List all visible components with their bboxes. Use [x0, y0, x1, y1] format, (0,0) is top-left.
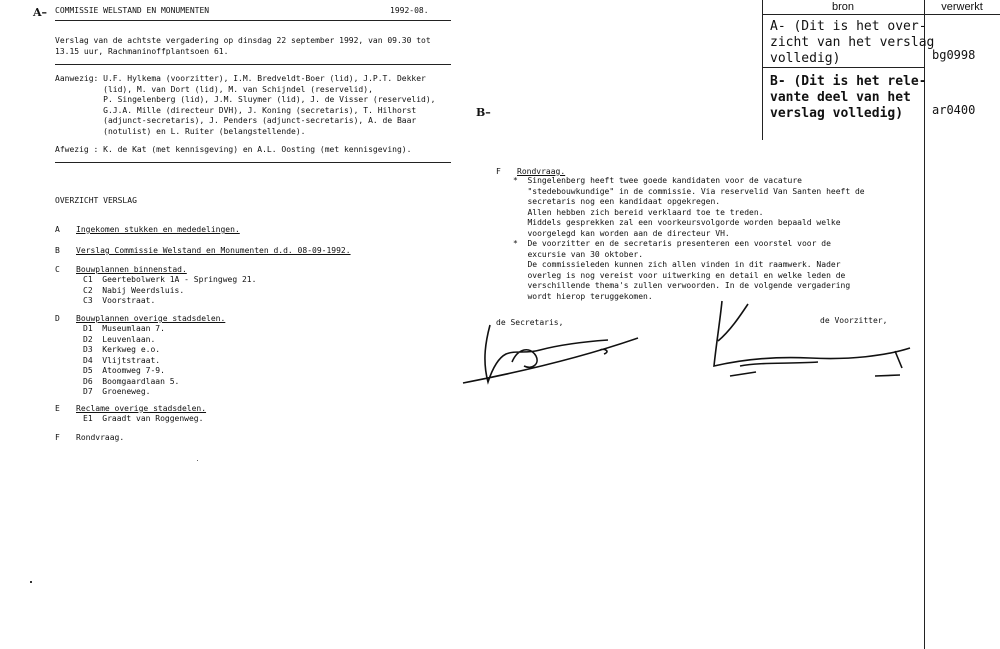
- body-line: * Singelenberg heeft twee goede kandidaten voor de vacature: [513, 176, 802, 185]
- body-line: verschillende thema's zullen verwoorden. In de volgende vergadering: [513, 281, 851, 290]
- note-line: B- (Dit is het rele-: [770, 74, 927, 89]
- item-code: C2: [83, 285, 93, 295]
- note-line: volledig): [770, 51, 841, 66]
- section-title: Bouwplannen binnenstad.: [76, 265, 187, 274]
- note-line: verslag volledig): [770, 106, 904, 121]
- scan-speck: [30, 581, 32, 583]
- row-b-code: ar0400: [932, 103, 976, 117]
- section-items: [83, 275, 256, 307]
- list-item: [83, 345, 179, 356]
- table-border: [762, 67, 924, 68]
- item-text: Groeneweg.: [102, 387, 151, 396]
- attendees-line: P. Singelenberg (lid), J.M. Sluymer (lid), J. de Visser (reservelid),: [55, 95, 436, 104]
- item-code: D6: [83, 376, 93, 386]
- body-line: * De voorzitter en de secretaris presenteren een voorstel voor de: [513, 239, 831, 248]
- list-item: [83, 296, 256, 307]
- item-code: D4: [83, 355, 93, 365]
- item-text: Geertebolwerk 1A - Springweg 21.: [102, 275, 257, 284]
- attendees: [55, 74, 436, 137]
- secretary-label: de Secretaris,: [496, 318, 564, 327]
- item-text: Kerkweg e.o.: [102, 345, 161, 354]
- section-title: Rondvraag.: [76, 433, 125, 442]
- chair-signature: [700, 296, 920, 386]
- item-code: E1: [83, 414, 93, 423]
- item-code: D3: [83, 345, 93, 354]
- item-text: Leuvenlaan.: [102, 334, 156, 344]
- body-line: voorgelegd kan worden aan de directeur VH.: [513, 228, 730, 238]
- attendees-line: Aanwezig: U.F. Hylkema (voorzitter), I.M. Bredveldt-Boer (lid), J.P.T. Dekker: [55, 74, 426, 83]
- body-line: Allen hebben zich bereid verklaard toe te treden.: [513, 207, 764, 217]
- secretary-signature: [460, 320, 660, 390]
- marker-b: B–: [476, 106, 491, 119]
- item-code: C3: [83, 296, 93, 305]
- column-header-verwerkt: verwerkt: [941, 1, 983, 13]
- body-line: overleg is nog vereist voor uitwerking en detail en welke leden de: [513, 270, 846, 280]
- table-border: [762, 0, 763, 140]
- list-item: [83, 324, 179, 335]
- body-line: secretaris nog een kandidaat opgekregen.: [513, 197, 721, 206]
- attendees-line: G.J.A. Mille (directeur DVH), J. Koning (secretaris), T. Hilhorst: [55, 105, 417, 115]
- body-line: Middels gesprekken zal een voorkeursvolgorde worden bepaald welke: [513, 218, 841, 227]
- page-title: COMMISSIE WELSTAND EN MONUMENTEN: [55, 6, 210, 15]
- divider: [55, 162, 451, 163]
- section-title: Rondvraag.: [517, 167, 566, 176]
- item-text: Boomgaardlaan 5.: [102, 376, 180, 386]
- section-letter: E: [55, 404, 60, 413]
- section-letter: B: [55, 246, 60, 255]
- section-items: [83, 414, 203, 425]
- section-letter: F: [55, 433, 60, 442]
- body-line: "stedebouwkundige" in de commissie. Via reservelid Van Santen heeft de: [513, 186, 865, 196]
- list-item: [83, 414, 203, 425]
- section-title: Reclame overige stadsdelen.: [76, 404, 207, 413]
- date-code: 1992-08.: [390, 6, 429, 15]
- marker-a: A–: [33, 6, 48, 19]
- divider: [55, 20, 451, 21]
- body-line: wordt hierop teruggekomen.: [513, 291, 653, 301]
- section-title: Bouwplannen overige stadsdelen.: [76, 314, 226, 323]
- row-a-note: [770, 19, 934, 67]
- intro-line: Verslag van de achtste vergadering op dinsdag 22 september 1992, van 09.30 tot: [55, 36, 431, 45]
- body-line: excursie van 30 oktober.: [513, 249, 644, 259]
- section-title: Verslag Commissie Welstand en Monumenten d.d. 08-09-1992.: [76, 246, 351, 255]
- list-item: [83, 356, 179, 367]
- item-text: Voorstraat.: [102, 296, 156, 305]
- row-a-code: bg0998: [932, 48, 976, 62]
- list-item: [83, 286, 256, 297]
- item-text: Museumlaan 7.: [102, 324, 165, 333]
- intro: [55, 36, 431, 57]
- section-letter: C: [55, 265, 60, 274]
- section-items: [83, 324, 179, 398]
- item-text: Nabij Weerdsluis.: [102, 285, 185, 295]
- item-text: Atoomweg 7-9.: [102, 366, 165, 375]
- body-line: De commissieleden kunnen zich allen vinden in dit raamwerk. Nader: [513, 260, 841, 269]
- attendees-line: (lid), M. van Dort (lid), M. van Schijndel (reservelid),: [55, 84, 373, 94]
- item-code: D7: [83, 387, 93, 396]
- section-letter: D: [55, 314, 60, 323]
- attendees-line: (notulist) en L. Ruiter (belangstellende).: [55, 126, 306, 136]
- list-item: [83, 366, 179, 377]
- section-letter: A: [55, 225, 60, 234]
- column-header-bron: bron: [831, 1, 855, 13]
- list-item: [83, 275, 256, 286]
- item-text: Vlijtstraat.: [102, 355, 161, 365]
- item-code: D2: [83, 334, 93, 344]
- scan-speck: [197, 460, 198, 461]
- list-item: [83, 377, 179, 388]
- item-code: C1: [83, 275, 93, 284]
- chair-label: de Voorzitter,: [820, 316, 888, 325]
- row-b-note: [770, 74, 927, 122]
- intro-line: 13.15 uur, Rachmaninoffplantsoen 61.: [55, 46, 229, 56]
- rondvraag-body: [513, 176, 865, 302]
- note-line: A- (Dit is het over-: [770, 19, 927, 34]
- list-item: [83, 387, 179, 398]
- section-title: Ingekomen stukken en mededelingen.: [76, 225, 240, 234]
- section-letter: F: [496, 167, 501, 176]
- table-border: [762, 14, 1000, 15]
- attendees-line: (adjunct-secretaris), J. Penders (adjunct-secretaris), A. de Baar: [55, 116, 417, 125]
- overview-title: OVERZICHT VERSLAG: [55, 196, 137, 205]
- item-text: Graadt van Roggenweg.: [102, 414, 204, 423]
- note-line: vante deel van het: [770, 90, 911, 105]
- absent: Afwezig : K. de Kat (met kennisgeving) en A.L. Oosting (met kennisgeving).: [55, 145, 412, 154]
- list-item: [83, 335, 179, 346]
- item-code: D5: [83, 366, 93, 375]
- note-line: zicht van het verslag: [770, 35, 935, 50]
- divider: [55, 64, 451, 65]
- item-code: D1: [83, 324, 93, 333]
